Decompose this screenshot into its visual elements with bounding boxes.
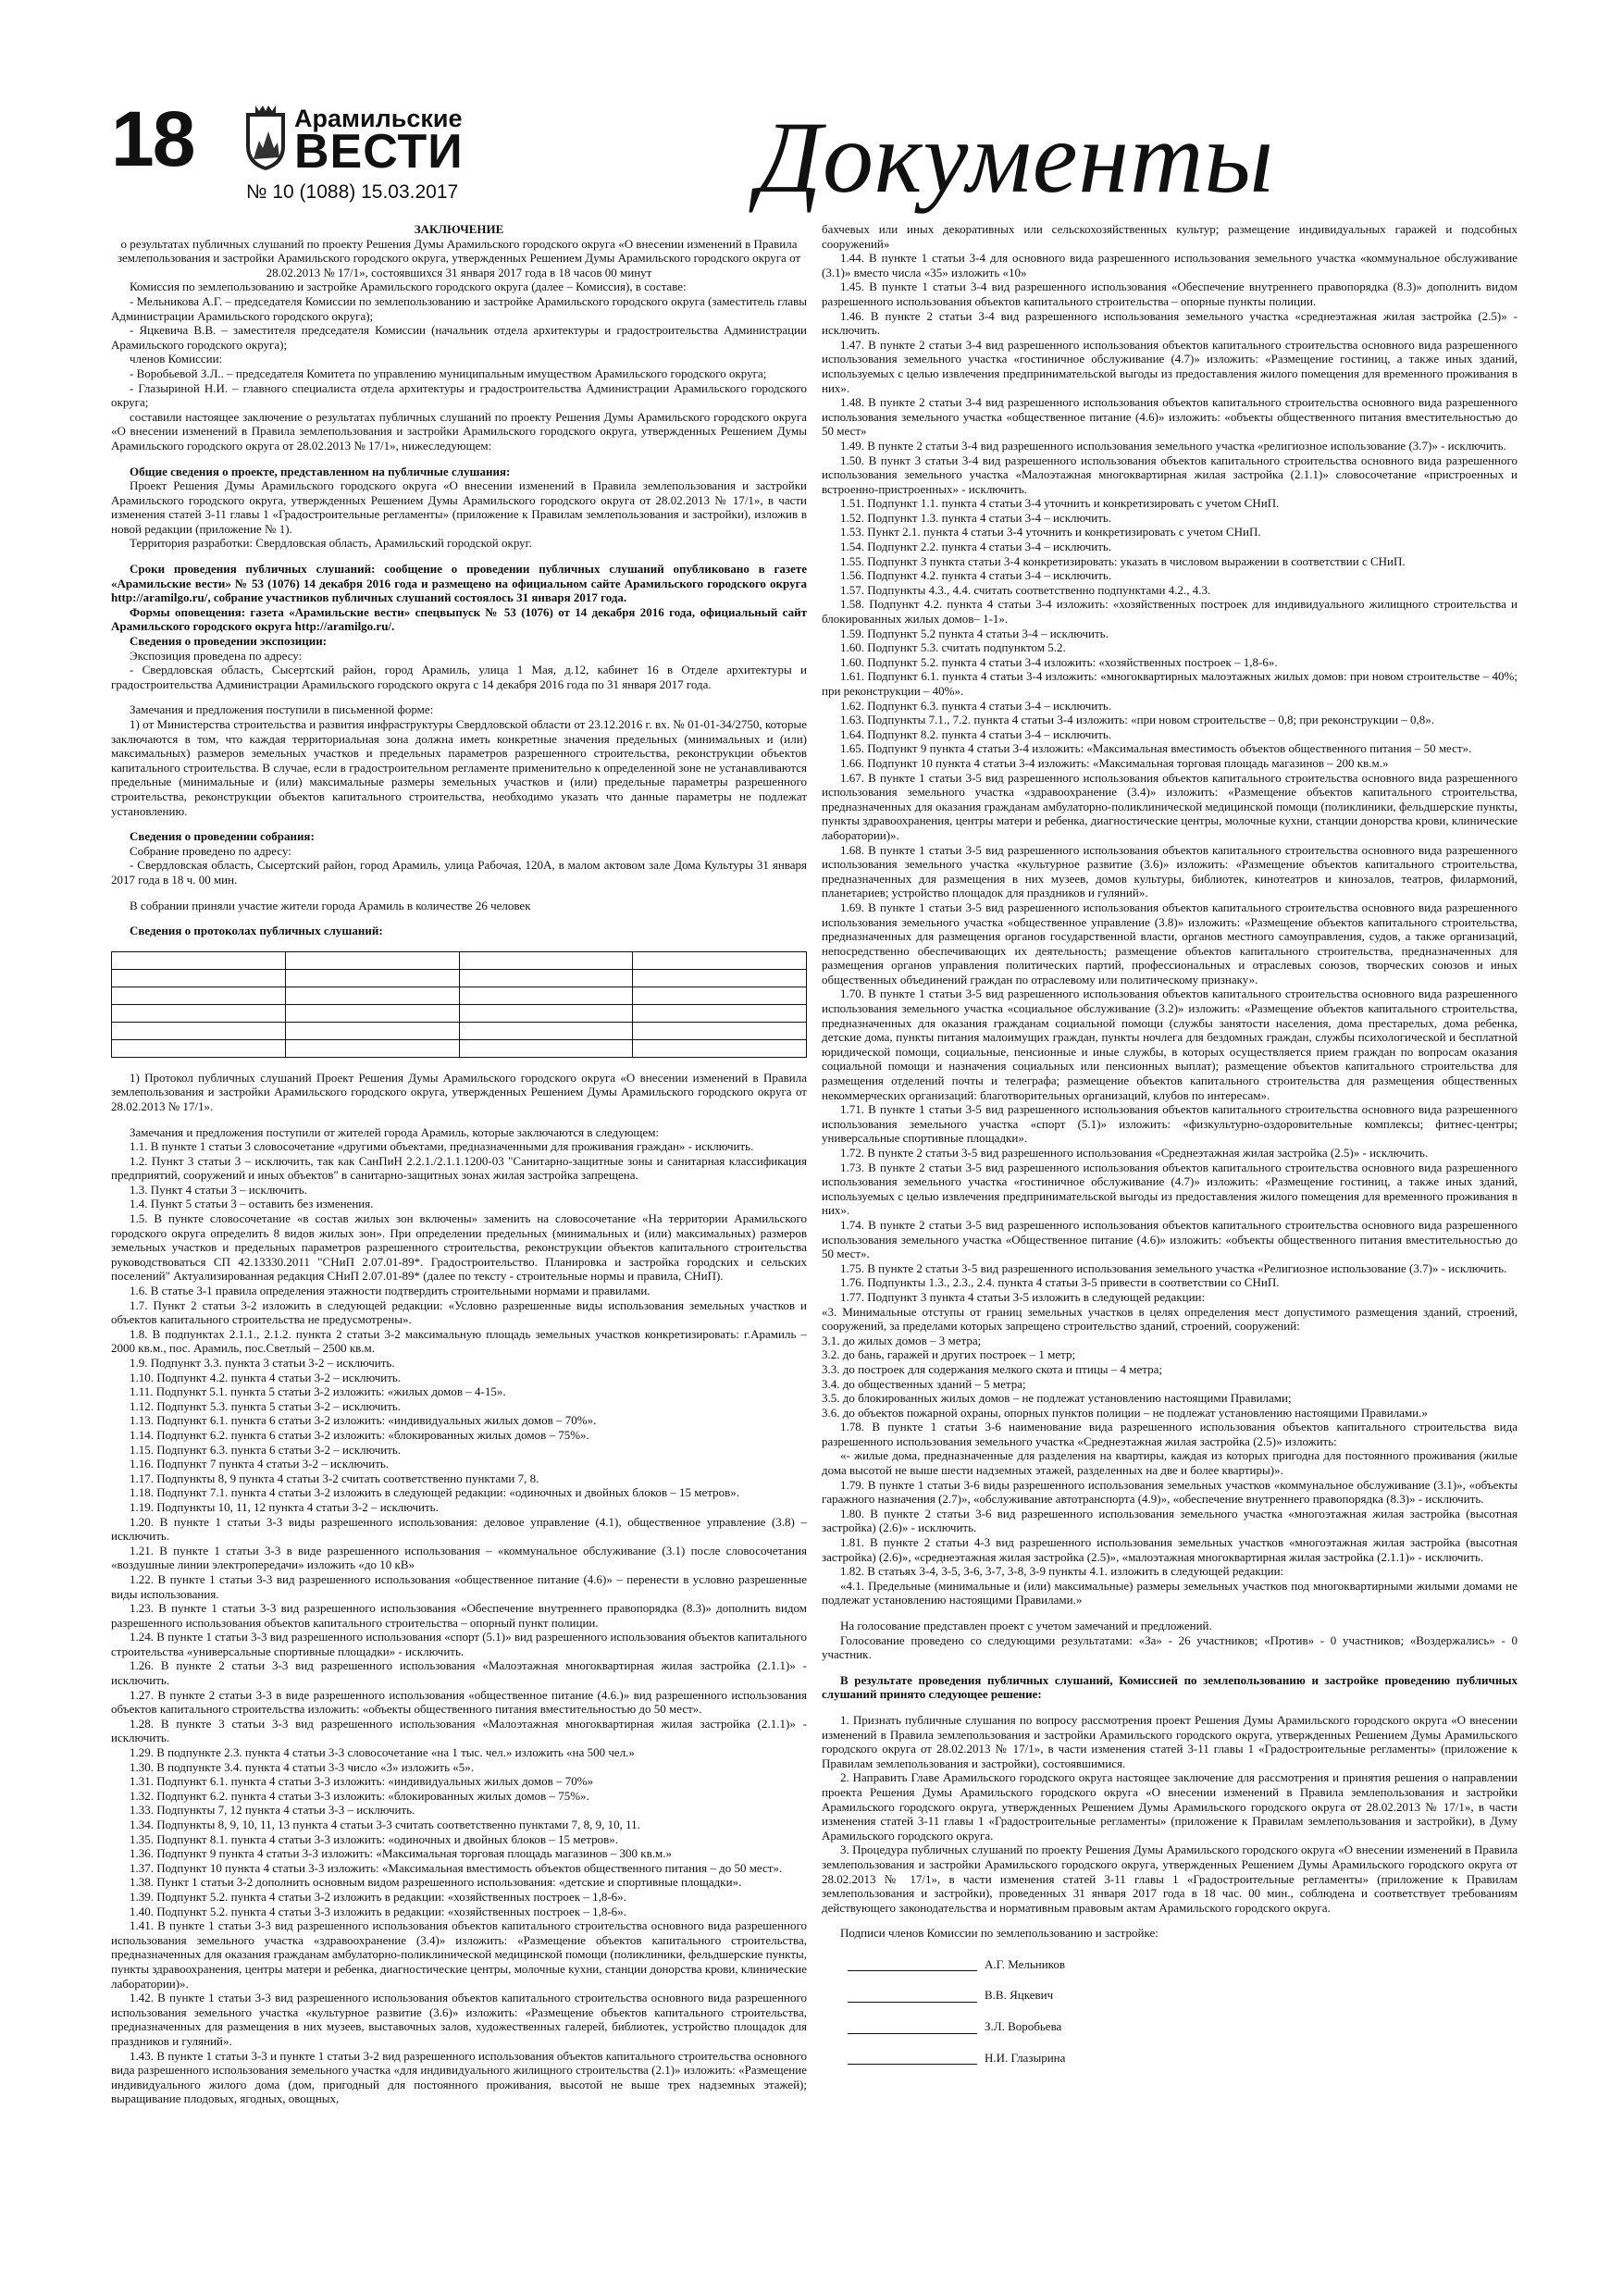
signatory-name: А.Г. Мельников [985, 1956, 1065, 1971]
paragraph: 1.61. Подпункт 6.1. пункта 4 статьи 3-4 изложить: «многоквартирных малоэтажных жилых домов: при новом строительстве – 40%; при реконструкции – 40%». [822, 669, 1518, 698]
paragraph: В результате проведения публичных слушаний, Комиссией по землепользованию и застройке проведению публичных слушаний принято следующее решение: [822, 1672, 1518, 1702]
signature-line [822, 1988, 1518, 2003]
table-cell [112, 951, 286, 969]
paragraph: 1.36. Подпункт 9 пункта 4 статьи 3-3 изложить: «Максимальная торговая площадь магазинов – 300 кв.м.» [130, 1846, 672, 1861]
paragraph: 1.69. В пункте 1 статьи 3-5 вид разрешенного использования объектов капитального строительства основного вида разрешенного использования земельного участка «общественное управление (3.8)» изложить: «Размещение объектов капитального строительства, предназначенных для размещения органов государственной власти, органов местного самоуправления, судов, а также организаций, непосредственно обеспечивающих их деятельность; размещение объектов капитального строительства, предназначенных для размещения органов управления политических партий, профессиональных и отраслевых союзов, творческих союзов и иных общественных объединений граждан по отраслевому или политическому признаку». [822, 900, 1518, 987]
paper-name-line2: ВЕСТИ [294, 125, 464, 179]
table-cell [112, 987, 286, 1004]
table-cell [633, 1004, 807, 1022]
paragraph: 1.5. В пункте словосочетание «в состав жилых зон включены» заменить на словосочетание «На территории Арамильского городского округа определить 8 видов жилых зон». При определении предельных (минимальных и (или) максимальных) размеров земельных участков и предельных параметров разрешенного строительства, реконструкции объектов капитального строительства руководствоваться СП 42.13330.2011 "СНиП 2.07.01-89*. Градостроительство. Планировка и застройка городских и сельских поселений" Актуализированная редакция СНиП 2.07.01-89* (далее по тексту - строительные нормы и правила, СНиП). [111, 1211, 807, 1284]
paragraph: В собрании приняли участие жители города Арамиль в количестве 26 человек [130, 898, 531, 912]
paragraph: 1.18. Подпункт 7.1. пункта 4 статьи 3-2 изложить в следующей редакции: «одиночных и двойных блоков – 15 метров». [130, 1485, 739, 1500]
paragraph: - Яцкевича В.В. – заместителя председателя Комиссии (начальник отдела архитектуры и градостроительства Администрации Арамильского городского округа); [111, 323, 807, 352]
spacer [822, 1662, 1518, 1673]
paragraph: 1.71. В пункте 1 статьи 3-5 вид разрешенного использования объектов капитального строительства основного вида разрешенного использования земельного участка «спорт (5.1)» изложить: «физкультурно-оздоровительные комплексы; фитнес-центры; универсальные спортивные площадки». [822, 1102, 1518, 1146]
paragraph: составили настоящее заключение о результатах публичных слушаний по проекту Решения Думы Арамильского городского округа «О внесении изменений в Правила землепользования и застройки Арамильского городского округа, утвержденных Решением Думы Арамильского городского округа от 28.02.2013 № 17/1», нижеследующем: [111, 409, 807, 453]
paragraph: 1.68. В пункте 1 статьи 3-5 вид разрешенного использования объектов капитального строительства основного вида разрешенного использования земельного участка «культурное развитие (3.6)» изложить: «Размещение объектов капитального строительства, предназначенных для размещения в них музеев, домов культуры, библиотек, кинотеатров и кинозалов, театров, филармоний, планетариев; устройство площадок для праздников и гуляний». [822, 842, 1518, 900]
paragraph: Собрание проведено по адресу: [130, 843, 291, 858]
paragraph: 1.3. Пункт 4 статьи 3 – исключить. [130, 1182, 307, 1197]
table-row [112, 1039, 807, 1057]
paragraph: 1.51. Подпункт 1.1. пункта 4 статьи 3-4 уточнить и конкретизировать с учетом СНиП. [840, 496, 1280, 511]
paragraph: 1.9. Подпункт 3.3. пункта 3 статьи 3-2 – исключить. [130, 1356, 395, 1370]
paragraph: 1.67. В пункте 1 статьи 3-5 вид разрешенного использования объектов капитального строительства основного вида разрешенного использования земельного участка «здравоохранение (3.4)» изложить: «Размещение объектов капитального строительства, предназначенных для оказания гражданам амбулаторно-поликлинической медицинской помощи (поликлиники, фельдшерские пункты, пункты здравоохранения, центры матери и ребенка, диагностические центры, молочные кухни, станции донорства крови, клинические лаборатории)». [822, 770, 1518, 842]
paragraph: 1.73. В пункте 2 статьи 3-5 вид разрешенного использования объектов капитального строительства основного вида разрешенного использования земельного участка «гостиничное обслуживание (4.7)» изложить: «Размещение гостиниц, а также иных зданий, используемых с целью извлечения предпринимательской выгоды из предоставления жилого помещения для временного проживания в них». [822, 1160, 1518, 1218]
paragraph: 1.11. Подпункт 5.1. пункта 5 статьи 3-2 изложить: «жилых домов – 4-15». [130, 1384, 506, 1399]
paragraph: 1.82. В статьях 3-4, 3-5, 3-6, 3-7, 3-8, 3-9 пункты 4.1. изложить в следующей редакции: [840, 1564, 1284, 1579]
paragraph: 1.10. Подпункт 4.2. пункта 4 статьи 3-2 – исключить. [130, 1370, 402, 1384]
paragraph: 1.77. Подпункт 3 пункта 4 статьи 3-5 изложить в следующей редакции: [840, 1289, 1206, 1304]
paragraph: 1.75. В пункте 2 статьи 3-5 вид разрешенного использования земельного участка «Религиозное использование (3.7)» - исключить. [840, 1260, 1507, 1275]
paragraph: 1.21. В пункте 1 статьи 3-3 в виде разрешенного использования – «коммунальное обслуживание (3.1) после словосочетания «воздушные линии электропередачи» изложить «до 10 кВ» [111, 1543, 807, 1572]
paragraph: 1.14. Подпункт 6.2. пункта 6 статьи 3-2 изложить: «блокированных жилых домов – 75%». [130, 1427, 589, 1442]
paragraph: 1.35. Подпункт 8.1. пункта 4 статьи 3-3 изложить: «одиночных и двойных блоков – 15 метров». [130, 1831, 619, 1846]
paragraph: 1.81. В пункте 2 статьи 4-3 вид разрешенного использования земельных участков «многоэтажная жилая застройка (высотная застройка) (2.6)», «среднеэтажная жилая застройка (2.5)», «малоэтажная многоквартирная жилая застройка (2.1.1)» - исключить. [822, 1535, 1518, 1564]
paragraph: 1.54. Подпункт 2.2. пункта 4 статьи 3-4 – исключить. [840, 540, 1112, 554]
paragraph: 1.66. Подпункт 10 пункта 4 статьи 3-4 изложить: «Максимальная торговая площадь магазинов – 200 кв.м.» [840, 755, 1389, 770]
table-row [112, 969, 807, 987]
paragraph: 1.42. В пункте 1 статьи 3-3 вид разрешенного использования объектов капитального строительства основного вида разрешенного использования земельного участка «культурное развитие (3.6)» изложить: «Размещение объектов капитального строительства, предназначенных для размещения в них музеев, выставочных залов, художественных галерей, библиотек, устройство площадок для праздников и гуляний». [111, 1991, 807, 2048]
paragraph: 1.2. Пункт 3 статьи 3 – исключить, так как СанПиН 2.2.1./2.1.1.1200-03 "Санитарно-защитные зоны и санитарная классификация предприятий, сооружений и иных объектов" в санитарно-защитных зонах жилая застройка запрещена. [111, 1153, 807, 1183]
table-cell [112, 1022, 286, 1039]
table-cell [285, 951, 459, 969]
paragraph: - Свердловская область, Сысертский район, город Арамиль, улица Рабочая, 120А, в малом актовом зале Дома Культуры 31 января 2017 года в 18 ч. 00 мин. [111, 858, 807, 887]
paragraph: Сведения о протоколах публичных слушаний: [130, 924, 383, 938]
paragraph: Сведения о проведении собрания: [130, 829, 315, 844]
paragraph: 1.12. Подпункт 5.3. пункта 5 статьи 3-2 – исключить. [130, 1398, 402, 1413]
table-cell [459, 1039, 633, 1057]
protocol-table [111, 951, 807, 1058]
table-cell [633, 969, 807, 987]
paragraph: 2. Направить Главе Арамильского городского округа настоящее заключение для рассмотрения и принятия решения о направлении проекта Решения Думы Арамильского городского округа «О внесении изменений в Правила землепользования и застройки Арамильского городского округа, утвержденных Решением Думы Арамильского городского округа от 28.02.2013 № 17/1», в части изменения статей 3-11 главы 1 «Градостроительные регламенты» (приложение к Правилам землепользования и застройки), в Думу Арамильского городского округа. [822, 1770, 1518, 1843]
spacer [111, 691, 807, 702]
section-title: Документы [757, 101, 1275, 214]
paragraph: 3.5. до блокированных жилых домов – не подлежат установлению настоящими Правилами; [822, 1391, 1292, 1406]
masthead [0, 0, 1623, 217]
issue-number: № 10 (1088) 15.03.2017 [246, 181, 459, 203]
paragraph: 1.47. В пункте 2 статьи 3-4 вид разрешенного использования объектов капитального строительства основного вида разрешенного использования земельного участка «гостиничное обслуживание (4.7)» изложить: «Размещение гостиниц, а также иных зданий, используемых с целью извлечения предпринимательской выгоды из предоставления жилого помещения для временного проживания в них». [822, 337, 1518, 395]
spacer [111, 887, 807, 899]
signature-blank [848, 1957, 977, 1971]
paragraph: 1. Признать публичные слушания по вопросу рассмотрения проект Решения Думы Арамильского городского округа «О внесении изменений в Правила землепользования и застройки Арамильского городского округа, утвержденных Решением Думы Арамильского городского округа от 28.02.2013 № 17/1», в части изменения статей 3-11 главы 1 «Градостроительные регламенты» (приложение к Правилам землепользования и застройки), состоявшимися. [822, 1712, 1518, 1770]
spacer [111, 818, 807, 829]
document-title: ЗАКЛЮЧЕНИЕ [414, 222, 504, 236]
paragraph: 1.62. Подпункт 6.3. пункта 4 статьи 3-4 – исключить. [840, 698, 1112, 713]
left-column [111, 222, 807, 2106]
signature-line [822, 1957, 1518, 1972]
right-column [822, 222, 1518, 2065]
paragraph: 1.40. Подпункт 5.2. пункта 4 статьи 3-3 изложить в редакции: «хозяйственных построек – 1,8-6». [130, 1904, 626, 1918]
paragraph: Формы оповещения: газета «Арамильские вести» спецвыпуск № 53 (1076) от 14 декабря 2016 года, официальный сайт Арамильского городского округа http://aramilgo.ru/. [111, 604, 807, 634]
paragraph: На голосование представлен проект с учетом замечаний и предложений. [840, 1619, 1212, 1632]
paragraph: 1.27. В пункте 2 статьи 3-3 в виде разрешенного использования «общественное питание (4.6.)» вид разрешенного использования объектов капитального строительства изложить: «объекты общественного питания вместительностью до 50 мест». [111, 1687, 807, 1717]
paragraph: 1.56. Подпункт 4.2. пункта 4 статьи 3-4 – исключить. [840, 568, 1112, 583]
table-cell [285, 1022, 459, 1039]
paragraph: 1.29. В подпункте 2.3. пункта 4 статьи 3-3 словосочетание «на 1 тыс. чел.» изложить «на 500 чел.» [130, 1745, 635, 1760]
spacer [822, 1915, 1518, 1926]
paper-name-line1: Арамильские [294, 105, 463, 132]
paragraph: 1.8. В подпунктах 2.1.1., 2.1.2. пункта 2 статьи 3-2 максимальную площадь земельных участков конкретизировать: г.Арамиль – 2000 кв.м., пос. Арамиль, пос.Светлый – 2500 кв.м. [111, 1326, 807, 1356]
signatory-name: Н.И. Глазырина [985, 2050, 1066, 2065]
table-row [112, 1004, 807, 1022]
table-row [112, 1022, 807, 1039]
paragraph: 1.60. Подпункт 5.2. пункта 4 статьи 3-4 изложить: «хозяйственных построек – 1,8-6». [840, 654, 1278, 669]
paragraph: 1.52. Подпункт 1.3. пункта 4 статьи 3-4 – исключить. [840, 510, 1112, 525]
paragraph: 1.50. В пункт 3 статьи 3-4 вид разрешенного использования объектов капитального строительства основного вида разрешенного использования земельного участка «Малоэтажная многоквартирная жилая застройка (2.1.1)» словосочетание «пристроенных и встроенно-пристроенных» - исключить. [822, 453, 1518, 496]
table-cell [112, 969, 286, 987]
paragraph: 1.22. В пункте 1 статьи 3-3 вид разрешенного использования «общественное питание (4.6)» – перенести в условно разрешенные виды использования. [111, 1571, 807, 1601]
paragraph: «- жилые дома, предназначенные для разделения на квартиры, каждая из которых пригодна для постоянного проживания (жилые дома высотой не выше шести надземных этажей, разделенных на две и более квартиры)». [822, 1448, 1518, 1478]
paragraph: 1.13. Подпункт 6.1. пункта 6 статьи 3-2 изложить: «индивидуальных жилых домов – 70%». [130, 1413, 597, 1428]
paragraph: Экспозиция проведена по адресу: [130, 648, 303, 663]
paragraph: 1.65. Подпункт 9 пункта 4 статьи 3-4 изложить: «Максимальная вместимость объектов общественного питания – 50 мест». [840, 741, 1472, 756]
paragraph: 1.44. В пункте 1 статьи 3-4 для основного вида разрешенного использования земельного участка «коммунальное обслуживание (3.1)» вместо числа «35» изложить «10» [822, 251, 1518, 279]
paragraph: 1.74. В пункте 2 статьи 3-5 вид разрешенного использования объектов капитального строительства основного вида разрешенного использования земельного участка «Общественное питание (4.6)» изложить: «объекты общественного питания вместительностью до 50 мест». [822, 1217, 1518, 1261]
paragraph: 3.3. до построек для содержания мелкого скота и птицы – 4 метра; [822, 1361, 1162, 1376]
paragraph: 3. Процедура публичных слушаний по проекту Решения Думы Арамильского городского округа «О внесении изменений в Правила землепользования и застройки Арамильского городского округа, утвержденных Решением Думы Арамильского городского округа от 28.02.2013 № 17/1», в части изменения статей 3-11 главы 1 «Градостроительные регламенты» (приложение к Правилам землепользования и застройки), проведенных 31 января 2017 года в 18 час. 00 мин., соблюдена и соответствует требованиям действующего законодательства и нормативным правовым актам Арамильского городского округа. [822, 1843, 1518, 1915]
table-cell [285, 1039, 459, 1057]
signatory-name: В.В. Яцкевич [985, 1988, 1054, 2003]
paragraph: - Глазыриной Н.И. – главного специалиста отдела архитектуры и градостроительства Администрации Арамильского городского округа; [111, 380, 807, 410]
paragraph: 1) Протокол публичных слушаний Проект Решения Думы Арамильского городского округа «О внесении изменений в Правила землепользования и застройки Арамильского городского округа, утвержденных Решением Думы Арамильского городского округа от 28.02.2013 № 17/1». [111, 1070, 807, 1113]
paragraph: Проект Решения Думы Арамильского городского округа «О внесении изменений в Правила землепользования и застройки Арамильского городского округа, утвержденных Решением Думы Арамильского городского округа от 28.02.2013 № 17/1», в части изменения статей 3-11 главы 1 «Градостроительные регламенты» (приложение к Правилам землепользования и застройки), изложив в новой редакции (приложение № 1). [111, 478, 807, 536]
spacer [111, 453, 807, 465]
paragraph: 1) от Министерства строительства и развития инфраструктуры Свердловской области от 23.12.2016 г. вх. № 01-01-34/2750, которые заключаются в том, что каждая территориальная зона должна иметь конкретные значения предельных (минимальных и (или) максимальных) размеров земельных участков и предельных параметров разрешенного строительства, реконструкции объектов капитального строительства. В случае, если в градостроительном регламенте применительно к определенной зоне не устанавливаются предельные (минимальные и (или) максимальные размеры земельных участков и (или) предельные параметры разрешенного строительства, реконструкции объектов капитального строительства, необходимо указать что данные параметры не подлежат установлению. [111, 717, 807, 818]
paragraph: 1.80. В пункте 2 статьи 3-6 вид разрешенного использования земельного участка «многоэтажная жилая застройка (высотная застройка) (2.6)» - исключить. [822, 1506, 1518, 1535]
paragraph: 1.63. Подпункты 7.1., 7.2. пункта 4 статьи 3-4 изложить: «при новом строительстве – 0,8; при реконструкции – 0,8». [840, 713, 1435, 727]
table-cell [459, 1022, 633, 1039]
paragraph: 1.37. Подпункт 10 пункта 4 статьи 3-3 изложить: «Максимальная вместимость объектов общественного питания – до 50 мест». [130, 1860, 783, 1875]
paragraph: 1.41. В пункте 1 статьи 3-3 вид разрешенного использования объектов капитального строительства основного вида разрешенного использования земельного участка «здравоохранение (3.4)» изложить: «Размещение объектов капитального строительства, предназначенных для оказания гражданам амбулаторно-поликлинической медицинской помощи (поликлиники, фельдшерские пункты, пункты здравоохранения, центры матери и ребенка, диагностические центры, молочные кухни, станции донорства крови, клинические лаборатории)». [111, 1918, 807, 1991]
paragraph: 1.38. Пункт 1 статьи 3-2 дополнить основным видом разрешенного использования: «детские и спортивные площадки». [130, 1875, 742, 1890]
signature-line [822, 2051, 1518, 2066]
spacer [822, 1702, 1518, 1713]
paragraph: «4.1. Предельные (минимальные и (или) максимальные) размеры земельных участков под многоквартирными жилыми домами не подлежат установлению настоящими Правилами.» [822, 1578, 1518, 1607]
paragraph: 1.33. Подпункты 7, 12 пункта 4 статьи 3-3 – исключить. [130, 1803, 415, 1818]
paragraph: Сроки проведения публичных слушаний: сообщение о проведении публичных слушаний опубликовано в газете «Арамильские вести» № 53 (1076) 14 декабря 2016 года и размещено на официальном сайте Арамильского городского округа http://aramilgo.ru/, собрание участников публичных слушаний состоялось 31 января 2017 года. [111, 562, 807, 605]
paragraph: 1.20. В пункте 1 статьи 3-3 виды разрешенного использования: деловое управление (4.1), общественное управление (3.8) – исключить. [111, 1514, 807, 1544]
table-cell [633, 1039, 807, 1057]
paragraph: членов Комиссии: [130, 352, 223, 366]
paragraph: 1.58. Подпункт 4.2. пункта 4 статьи 3-4 изложить: «хозяйственных построек для индивидуального жилищного строительства и блокированных жилых домов– 1-1». [822, 597, 1518, 627]
page-number: 18 [111, 95, 194, 182]
table-cell [459, 987, 633, 1004]
paragraph: Территория разработки: Свердловская область, Арамильский городской округ. [130, 536, 532, 551]
paragraph: - Мельникова А.Г. – председателя Комиссии по землепользованию и застройке Арамильского городского округа (заместитель главы Администрации Арамильского городского округа); [111, 293, 807, 323]
paragraph: 1.45. В пункте 1 статьи 3-4 вид разрешенного использования «Обеспечение внутреннего правопорядка (8.3)» дополнить видом разрешенного использования объектов капитального строительства – опорные пункты полиции. [822, 279, 1518, 308]
paragraph: Общие сведения о проекте, представленном на публичные слушания: [130, 464, 511, 478]
spacer [111, 912, 807, 924]
paragraph: 1.48. В пункте 2 статьи 3-4 вид разрешенного использования объектов капитального строительства основного вида разрешенного использования земельного участка «общественное питание (4.6)» изложить: «объекты общественного питания вместительностью до 50 мест» [822, 395, 1518, 439]
paragraph: 1.55. Подпункт 3 пункта статьи 3-4 конкретизировать: указать в числовом выражении в соответствии с СНиП. [840, 553, 1406, 568]
paragraph: 1.76. Подпункты 1.3., 2.3., 2.4. пункта 4 статьи 3-5 привести в соответствии со СНиП. [840, 1275, 1280, 1290]
paragraph: Голосование проведено со следующими результатами: «За» - 26 участников; «Против» - 0 участников; «Воздержались» - 0 участник. [822, 1632, 1518, 1662]
signature-line [822, 2019, 1518, 2034]
table-cell [633, 987, 807, 1004]
spacer [822, 1607, 1518, 1619]
table-cell [633, 951, 807, 969]
paragraph: 1.23. В пункте 1 статьи 3-3 вид разрешенного использования «Обеспечение внутреннего правопорядка (8.3)» дополнить видом разрешенного использования объектов капитального строительства – опорный пункт полиции. [111, 1601, 807, 1630]
spacer [111, 1114, 807, 1125]
paragraph: 1.78. В пункте 1 статьи 3-6 наименование вида разрешенного использования объектов капитального строительства вида разрешенного использования земельного участка «Среднеэтажная жилая застройка (2.5)» изложить: [822, 1420, 1518, 1448]
paragraph: - Воробьевой З.Л.. – председателя Комитета по управлению муниципальным имуществом Арамильского городского округа; [130, 366, 767, 380]
paragraph: бахчевых или иных декоративных или сельскохозяйственных культур; размещение индивидуальных гаражей и подсобных сооружений» [822, 222, 1518, 251]
paragraph: 1.39. Подпункт 5.2. пункта 4 статьи 3-2 изложить в редакции: «хозяйственных построек – 1,8-6». [130, 1889, 626, 1904]
paragraph: Замечания и предложения поступили от жителей города Арамиль, которые заключаются в следующем: [130, 1124, 660, 1139]
paragraph: Комиссия по землепользованию и застройке Арамильского городского округа (далее – Комиссия), в составе: [130, 279, 687, 294]
paragraph: 1.53. Пункт 2.1. пункта 4 статьи 3-4 уточнить и конкретизировать с учетом СНиП. [840, 525, 1261, 540]
paragraph: 1.6. В статье 3-1 правила определения этажности подтвердить строительными нормами и правилами. [130, 1284, 650, 1298]
signature-blank [848, 2020, 977, 2034]
paragraph: 1.4. Пункт 5 статьи 3 – оставить без изменения. [130, 1197, 374, 1211]
table-cell [459, 1004, 633, 1022]
table-cell [459, 951, 633, 969]
paragraph: 1.57. Подпункты 4.3., 4.4. считать соответственно подпунктами 4.2., 4.3. [840, 582, 1211, 597]
paragraph: 3.4. до общественных зданий – 5 метра; [822, 1376, 1026, 1391]
paragraph: 1.64. Подпункт 8.2. пункта 4 статьи 3-4 – исключить. [840, 726, 1112, 741]
paragraph: 1.72. В пункте 2 статьи 3-5 вид разрешенного использования «Среднеэтажная жилая застройка (2.5)» - исключить. [840, 1146, 1429, 1160]
paragraph: 3.6. до объектов пожарной охраны, опорных пунктов полиции – не подлежат установлению настоящими Правилами.» [822, 1405, 1428, 1420]
paragraph: 1.46. В пункте 2 статьи 3-4 вид разрешенного использования земельного участка «среднеэтажная жилая застройка (2.5)» - исключить. [822, 308, 1518, 338]
spacer [111, 551, 807, 562]
paragraph: 3.1. до жилых домов – 3 метра; [822, 1333, 982, 1347]
table-cell [285, 969, 459, 987]
paragraph: 1.17. Подпункты 8, 9 пункта 4 статьи 3-2 считать соответственно пунктами 7, 8. [130, 1471, 539, 1485]
paragraph: Замечания и предложения поступили в письменной форме: [130, 702, 434, 717]
paragraph: 1.7. Пункт 2 статьи 3-2 изложить в следующей редакции: «Условно разрешенные виды использования земельных участков и объектов капитального строительства не предусмотрены». [111, 1297, 807, 1327]
paragraph: 1.59. Подпункт 5.2 пункта 4 статьи 3-4 – исключить. [840, 626, 1109, 640]
paragraph: 1.16. Подпункт 7 пункта 4 статьи 3-2 – исключить. [130, 1457, 390, 1471]
paragraph: 1.70. В пункте 1 статьи 3-5 вид разрешенного использования объектов капитального строительства основного вида разрешенного использования земельного участка «социальное обслуживание (3.2)» изложить: «Размещение объектов капитального строительства, предназначенных для оказания гражданам социальной помощи (службы занятости населения, дома престарелых, дома ребенка, детские дома, пункты питания малоимущих граждан, пункты ночлега для бездомных граждан, службы психологической и бесплатной юридической помощи, социальные, пенсионные и иные службы, в которых осуществляется прием граждан по вопросам оказания социальной помощи и назначения социальных или пенсионных выплат); размещение объектов капитального строительства для размещения отделений почты и телеграфа; размещение объектов капитального строительства для размещения общественных некоммерческих организаций: благотворительных организаций, клубов по интересам». [822, 987, 1518, 1102]
paragraph: - Свердловская область, Сысертский район, город Арамиль, улица 1 Мая, д.12, кабинет 16 в Отделе архитектуры и градостроительства Администрации Арамильского городского округа с 14 декабря 2016 года по 31 января 2017 года. [111, 663, 807, 691]
signature-blank [848, 1989, 977, 2003]
table-row [112, 951, 807, 969]
table-row [112, 987, 807, 1004]
paragraph: 1.24. В пункте 1 статьи 3-3 вид разрешенного использования «спорт (5.1)» вид разрешенного использования объектов капитального строительства «универсальные спортивные площадки» - исключить. [111, 1630, 807, 1658]
paragraph: 1.15. Подпункт 6.3. пункта 6 статьи 3-2 – исключить. [130, 1442, 402, 1457]
table-cell [285, 1004, 459, 1022]
paragraph: 1.49. В пункте 2 статьи 3-4 вид разрешенного использования земельного участка «религиозное использование (3.7)» - исключить. [840, 438, 1506, 453]
table-cell [459, 969, 633, 987]
paragraph: Сведения о проведении экспозиции: [130, 634, 328, 649]
paragraph: о результатах публичных слушаний по проекту Решения Думы Арамильского городского округа «О внесении изменений в Правила землепользования и застройки Арамильского городского округа, утвержденных Решением Думы Арамильского городского округа от 28.02.2013 № 17/1», состоявшихся 31 января 2017 года в 18 часов 00 минут [117, 236, 801, 279]
paragraph: 3.2. до бань, гаражей и других построек – 1 метр; [822, 1347, 1076, 1362]
signatory-name: З.Л. Воробьева [985, 2019, 1062, 2034]
paragraph: 1.26. В пункте 2 статьи 3-3 вид разрешенного использования «Малоэтажная многоквартирная жилая застройка (2.1.1)» - исключить. [111, 1658, 807, 1688]
paragraph: 1.28. В пункте 3 статьи 3-3 вид разрешенного использования «Малоэтажная многоквартирная жилая застройка (2.1.1)» - исключить. [111, 1716, 807, 1745]
table-cell [112, 1004, 286, 1022]
city-crest-icon [242, 104, 289, 172]
paragraph: Подписи членов Комиссии по землепользованию и застройке: [840, 1926, 1158, 1941]
paragraph: 1.31. Подпункт 6.1. пункта 4 статьи 3-3 изложить: «индивидуальных жилых домов – 70%» [130, 1774, 594, 1789]
paragraph: 1.34. Подпункты 8, 9, 10, 11, 13 пункта 4 статьи 3-3 считать соответственно пунктами 7, 8, 9, 10, 11. [130, 1818, 640, 1831]
table-cell [633, 1022, 807, 1039]
signature-blank [848, 2051, 977, 2065]
paragraph: 1.43. В пункте 1 статьи 3-3 и пункте 1 статьи 3-2 вид разрешенного использования объектов капитального строительства основного вида разрешенного использования земельного участка «для индивидуального жилищного строительства (2.1)» изложить: «Размещение индивидуального жилого дома (дом, пригодный для постоянного проживания, высотой не выше трех надземных этажей); выращивание плодовых, ягодных, овощных, [111, 2048, 807, 2106]
paragraph: 1.79. В пункте 1 статьи 3-6 виды разрешенного использования земельных участков «коммунальное обслуживание (3.1)», «объекты гаражного назначения (2.7)», «обслуживание автотранспорта (4.9)», «обеспечение внутреннего правопорядка (8.3)» - исключить. [822, 1477, 1518, 1507]
table-cell [285, 987, 459, 1004]
paragraph: 1.19. Подпункты 10, 11, 12 пункта 4 статьи 3-2 – исключить. [130, 1499, 439, 1514]
paragraph: 1.30. В подпункте 3.4. пункта 4 статьи 3-3 число «3» изложить «5». [130, 1759, 475, 1774]
paragraph: 1.60. Подпункт 5.3. считать подпунктом 5.2. [840, 640, 1066, 655]
table-cell [112, 1039, 286, 1057]
paragraph: 1.32. Подпункт 6.2. пункта 4 статьи 3-3 изложить: «блокированных жилых домов – 75%». [130, 1788, 589, 1803]
paragraph: «3. Минимальные отступы от границ земельных участков в целях определения мест допустимого размещения зданий, строений, сооружений, за пределами которых запрещено строительство зданий, строений, сооружений: [822, 1304, 1518, 1334]
paragraph: 1.1. В пункте 1 статьи 3 словосочетание «другими объектами, предназначенными для проживания граждан» - исключить. [130, 1139, 754, 1154]
